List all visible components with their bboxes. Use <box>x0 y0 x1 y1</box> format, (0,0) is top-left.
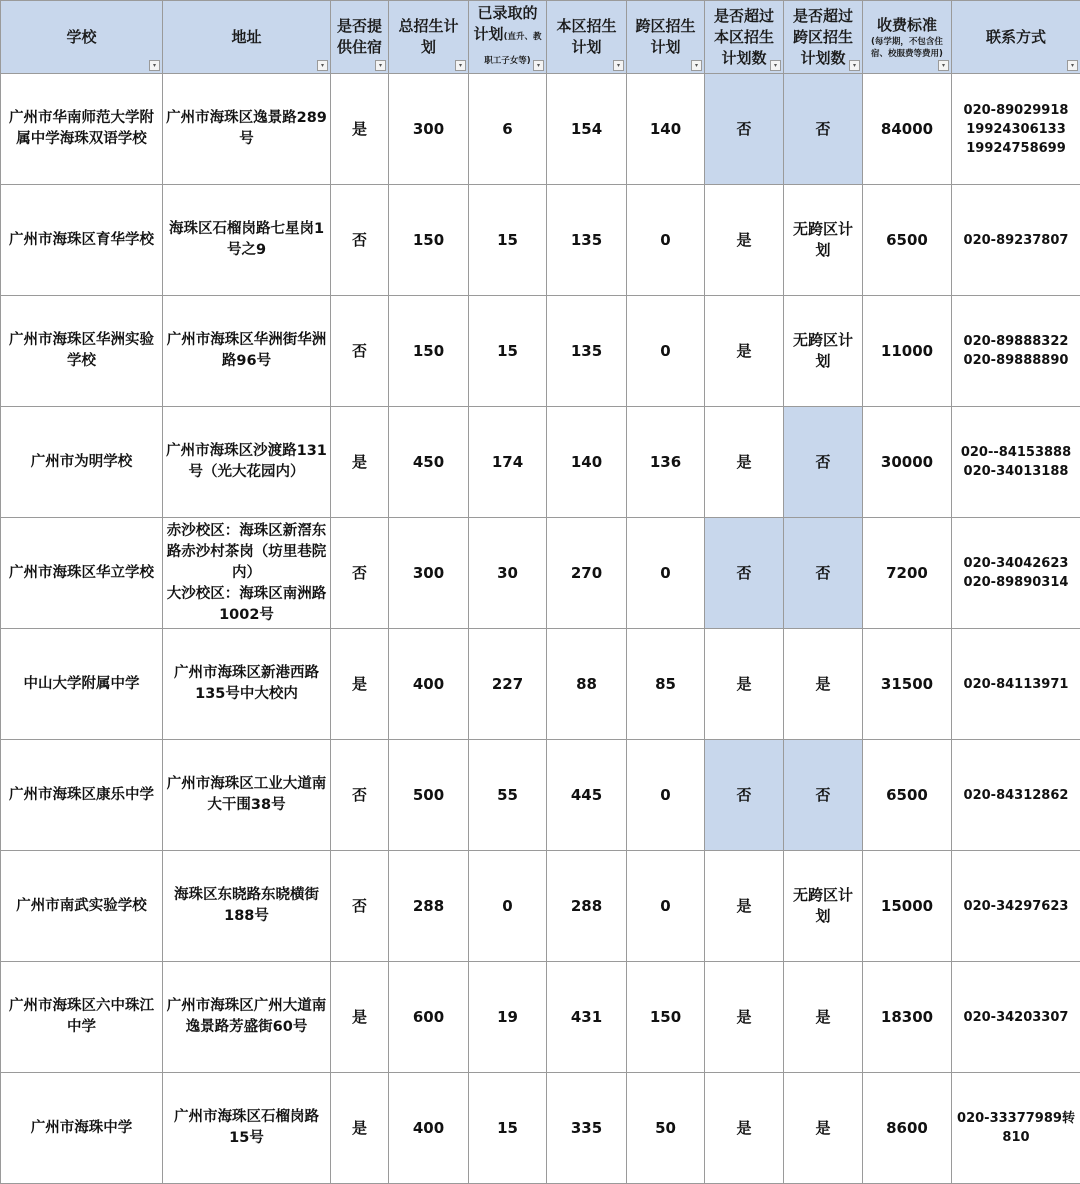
cell-fee: 15000 <box>863 851 952 962</box>
cell-contact <box>952 74 1080 185</box>
column-header-note: (每学期，不包含住宿、校服费等费用) <box>871 36 943 59</box>
cell-cross-district-plan: 140 <box>627 74 705 185</box>
cell-over-cross-plan: 否 <box>784 407 863 518</box>
cell-contact <box>952 740 1080 851</box>
filter-dropdown-icon[interactable]: ▾ <box>1067 60 1078 71</box>
cell-local-plan: 445 <box>547 740 627 851</box>
cell-over-cross-plan: 否 <box>784 740 863 851</box>
cell-over-local-plan: 否 <box>705 74 784 185</box>
table-row <box>1 629 1080 740</box>
cell-contact <box>952 518 1080 629</box>
cell-admitted-plan: 15 <box>469 1073 547 1184</box>
cell-school: 广州市海珠区华洲实验学校 <box>1 296 163 407</box>
filter-dropdown-icon[interactable]: ▾ <box>375 60 386 71</box>
cell-school: 广州市海珠区育华学校 <box>1 185 163 296</box>
cell-address <box>163 740 331 851</box>
cell-cross-district-plan: 136 <box>627 407 705 518</box>
cell-local-plan: 88 <box>547 629 627 740</box>
cell-over-local-plan: 是 <box>705 1073 784 1184</box>
cell-address <box>163 74 331 185</box>
cell-over-cross-plan: 是 <box>784 629 863 740</box>
cell-total-plan: 450 <box>389 407 469 518</box>
phone-number: 020-84312862 <box>963 787 1069 803</box>
cell-boarding: 否 <box>331 296 389 407</box>
cell-address <box>163 296 331 407</box>
cell-admitted-plan: 174 <box>469 407 547 518</box>
column-header-label: 联系方式 <box>985 27 1046 46</box>
column-header-school <box>1 1 163 74</box>
phone-number: 020-34042623 <box>963 556 1069 571</box>
phone-number: 020-89888322 <box>963 334 1069 349</box>
cell-fee: 8600 <box>863 1073 952 1184</box>
cell-admitted-plan: 6 <box>469 74 547 185</box>
cell-over-cross-plan: 无跨区计划 <box>784 185 863 296</box>
cell-local-plan: 135 <box>547 296 627 407</box>
table-row <box>1 185 1080 296</box>
cell-fee: 11000 <box>863 296 952 407</box>
cell-contact <box>952 296 1080 407</box>
phone-number: 19924306133 <box>966 121 1066 137</box>
address-line: 广州市海珠区新港西路135号中大校内 <box>174 665 319 702</box>
cell-boarding: 是 <box>331 407 389 518</box>
filter-dropdown-icon[interactable]: ▾ <box>149 60 160 71</box>
phone-number: 020-84113971 <box>963 676 1069 692</box>
cell-over-local-plan: 是 <box>705 296 784 407</box>
column-header-over-cross-plan <box>784 1 863 74</box>
filter-dropdown-icon[interactable]: ▾ <box>533 60 544 71</box>
cell-admitted-plan: 19 <box>469 962 547 1073</box>
cell-admitted-plan: 55 <box>469 740 547 851</box>
phone-number: 020-89237807 <box>963 232 1069 248</box>
cell-boarding: 是 <box>331 1073 389 1184</box>
column-header-boarding <box>331 1 389 74</box>
cell-school: 广州市海珠中学 <box>1 1073 163 1184</box>
cell-address <box>163 407 331 518</box>
cell-address <box>163 962 331 1073</box>
cell-contact <box>952 851 1080 962</box>
cell-total-plan: 600 <box>389 962 469 1073</box>
cell-local-plan: 288 <box>547 851 627 962</box>
cell-total-plan: 150 <box>389 296 469 407</box>
cell-cross-district-plan: 0 <box>627 518 705 629</box>
cell-boarding: 否 <box>331 518 389 629</box>
cell-contact <box>952 962 1080 1073</box>
column-header-address <box>163 1 331 74</box>
column-header-fee <box>863 1 952 74</box>
cell-local-plan: 154 <box>547 74 627 185</box>
address-line: 大沙校区：海珠区南洲路1002号 <box>166 585 327 623</box>
table-row <box>1 851 1080 962</box>
cell-over-cross-plan: 是 <box>784 962 863 1073</box>
phone-number: 020-89029918 <box>963 102 1069 118</box>
cell-school: 广州市华南师范大学附属中学海珠双语学校 <box>1 74 163 185</box>
cell-contact <box>952 1073 1080 1184</box>
cell-school: 广州市为明学校 <box>1 407 163 518</box>
cell-over-local-plan: 否 <box>705 518 784 629</box>
cell-cross-district-plan: 0 <box>627 296 705 407</box>
filter-dropdown-icon[interactable]: ▾ <box>455 60 466 71</box>
cell-boarding: 是 <box>331 962 389 1073</box>
phone-number: 020-33377989转810 <box>957 1111 1075 1145</box>
cell-fee: 31500 <box>863 629 952 740</box>
cell-admitted-plan: 15 <box>469 296 547 407</box>
address-line: 海珠区东晓路东晓横街188号 <box>174 887 319 924</box>
cell-address <box>163 1073 331 1184</box>
column-header-label: 总招生计划 <box>398 17 459 56</box>
column-header-over-local-plan <box>705 1 784 74</box>
cell-total-plan: 400 <box>389 629 469 740</box>
column-header-label: 是否提供住宿 <box>336 17 382 56</box>
cell-admitted-plan: 227 <box>469 629 547 740</box>
cell-over-local-plan: 是 <box>705 851 784 962</box>
filter-dropdown-icon[interactable]: ▾ <box>691 60 702 71</box>
phone-number: 020-34297623 <box>963 898 1069 914</box>
cell-school: 中山大学附属中学 <box>1 629 163 740</box>
address-line: 赤沙校区：海珠区新滘东路赤沙村茶岗（坊里巷院内） <box>166 522 327 581</box>
phone-number: 020-34203307 <box>963 1009 1069 1025</box>
cell-cross-district-plan: 0 <box>627 851 705 962</box>
table-row <box>1 518 1080 629</box>
column-header-local-plan <box>547 1 627 74</box>
header-row <box>1 1 1080 74</box>
address-line: 广州市海珠区逸景路289号 <box>166 110 327 147</box>
phone-number: 020-34013188 <box>963 464 1069 479</box>
column-header-label: 本区招生计划 <box>556 17 617 56</box>
filter-dropdown-icon[interactable]: ▾ <box>849 60 860 71</box>
cell-school: 广州市海珠区六中珠江中学 <box>1 962 163 1073</box>
column-header-note: (直升、教职工子女等) <box>484 31 542 66</box>
phone-number: 020-89888890 <box>963 353 1069 368</box>
cell-address <box>163 851 331 962</box>
column-header-label: 是否超过跨区招生计划数 <box>792 6 853 67</box>
cell-total-plan: 288 <box>389 851 469 962</box>
address-line: 广州市海珠区石榴岗路15号 <box>174 1109 319 1146</box>
cell-over-local-plan: 是 <box>705 407 784 518</box>
phone-number: 020-89890314 <box>963 575 1069 590</box>
address-line: 广州市海珠区广州大道南逸景路芳盛街60号 <box>166 998 327 1035</box>
table-row <box>1 740 1080 851</box>
cell-address <box>163 185 331 296</box>
filter-dropdown-icon[interactable]: ▾ <box>938 60 949 71</box>
cell-over-local-plan: 否 <box>705 740 784 851</box>
filter-dropdown-icon[interactable]: ▾ <box>613 60 624 71</box>
cell-boarding: 是 <box>331 74 389 185</box>
column-header-label: 收费标准 <box>876 15 937 34</box>
cell-fee: 6500 <box>863 740 952 851</box>
cell-admitted-plan: 30 <box>469 518 547 629</box>
cell-local-plan: 270 <box>547 518 627 629</box>
cell-school: 广州市海珠区康乐中学 <box>1 740 163 851</box>
cell-over-local-plan: 是 <box>705 962 784 1073</box>
cell-over-cross-plan: 无跨区计划 <box>784 296 863 407</box>
cell-address <box>163 629 331 740</box>
address-line: 广州市海珠区工业大道南大干围38号 <box>166 776 327 813</box>
address-line: 广州市海珠区沙渡路131号（光大花园内） <box>166 443 327 480</box>
table-row <box>1 407 1080 518</box>
cell-over-cross-plan: 是 <box>784 1073 863 1184</box>
cell-local-plan: 431 <box>547 962 627 1073</box>
cell-address <box>163 518 331 629</box>
phone-number: 020--84153888 <box>960 445 1072 460</box>
cell-boarding: 否 <box>331 740 389 851</box>
cell-boarding: 是 <box>331 629 389 740</box>
table-row <box>1 1073 1080 1184</box>
cell-local-plan: 135 <box>547 185 627 296</box>
column-header-label: 跨区招生计划 <box>635 17 696 56</box>
filter-dropdown-icon[interactable]: ▾ <box>770 60 781 71</box>
cell-school: 广州市海珠区华立学校 <box>1 518 163 629</box>
cell-contact <box>952 185 1080 296</box>
cell-total-plan: 500 <box>389 740 469 851</box>
cell-admitted-plan: 0 <box>469 851 547 962</box>
cell-admitted-plan: 15 <box>469 185 547 296</box>
cell-cross-district-plan: 0 <box>627 740 705 851</box>
column-header-admitted-plan <box>469 1 547 74</box>
filter-dropdown-icon[interactable]: ▾ <box>317 60 328 71</box>
cell-total-plan: 300 <box>389 518 469 629</box>
cell-over-cross-plan: 否 <box>784 518 863 629</box>
cell-over-local-plan: 是 <box>705 629 784 740</box>
cell-fee: 18300 <box>863 962 952 1073</box>
column-header-contact <box>952 1 1080 74</box>
table-row <box>1 962 1080 1073</box>
table-row <box>1 74 1080 185</box>
column-header-label: 学校 <box>66 27 97 46</box>
column-header-label: 已录取的计划 <box>473 3 538 43</box>
cell-over-cross-plan: 无跨区计划 <box>784 851 863 962</box>
cell-total-plan: 400 <box>389 1073 469 1184</box>
cell-school: 广州市南武实验学校 <box>1 851 163 962</box>
cell-fee: 6500 <box>863 185 952 296</box>
cell-fee: 7200 <box>863 518 952 629</box>
cell-cross-district-plan: 0 <box>627 185 705 296</box>
cell-total-plan: 300 <box>389 74 469 185</box>
cell-total-plan: 150 <box>389 185 469 296</box>
table-body <box>1 74 1080 1184</box>
cell-fee: 30000 <box>863 407 952 518</box>
cell-local-plan: 335 <box>547 1073 627 1184</box>
column-header-total-plan <box>389 1 469 74</box>
cell-fee: 84000 <box>863 74 952 185</box>
cell-cross-district-plan: 50 <box>627 1073 705 1184</box>
address-line: 广州市海珠区华洲街华洲路96号 <box>166 332 327 369</box>
column-header-label: 是否超过本区招生计划数 <box>713 6 774 67</box>
cell-cross-district-plan: 150 <box>627 962 705 1073</box>
cell-boarding: 否 <box>331 851 389 962</box>
table-row <box>1 296 1080 407</box>
cell-boarding: 否 <box>331 185 389 296</box>
cell-over-local-plan: 是 <box>705 185 784 296</box>
cell-contact <box>952 407 1080 518</box>
column-header-label: 地址 <box>231 27 262 46</box>
address-line: 海珠区石榴岗路七星岗1号之9 <box>168 221 325 258</box>
phone-number: 19924758699 <box>966 140 1066 156</box>
cell-over-cross-plan: 否 <box>784 74 863 185</box>
cell-local-plan: 140 <box>547 407 627 518</box>
cell-contact <box>952 629 1080 740</box>
column-header-cross-district-plan <box>627 1 705 74</box>
cell-cross-district-plan: 85 <box>627 629 705 740</box>
